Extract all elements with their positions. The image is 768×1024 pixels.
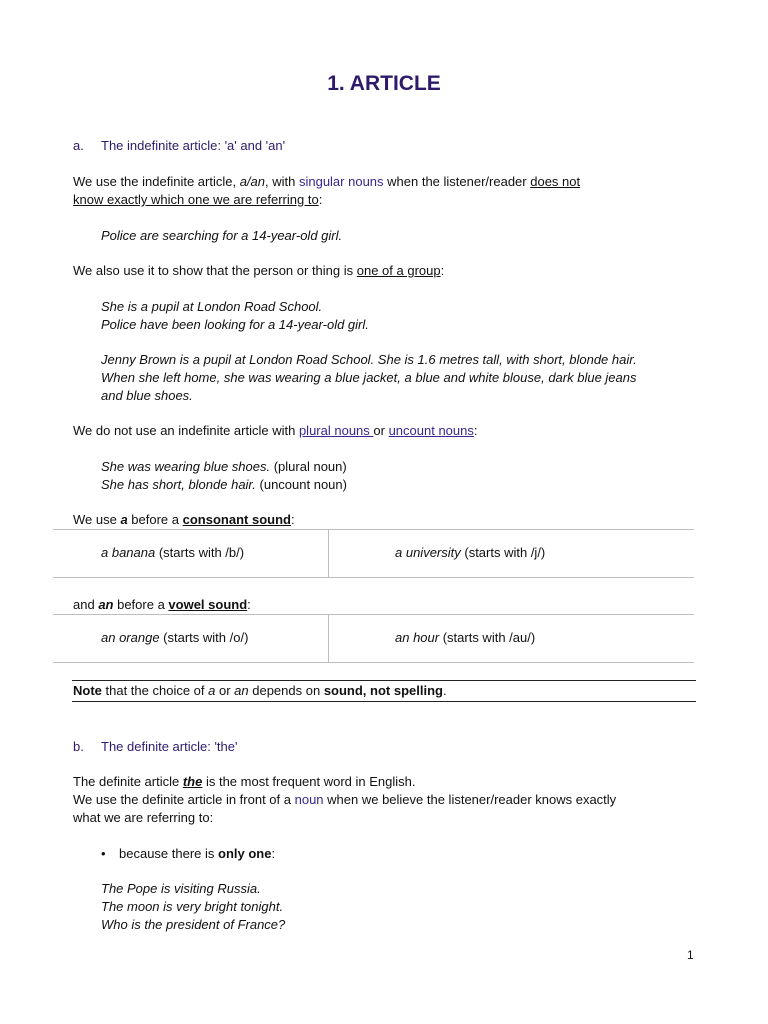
note-a: a (208, 683, 216, 698)
uncount-nouns-link[interactable]: uncount nouns (388, 423, 474, 438)
consonant-sentence (73, 511, 295, 529)
plural-sentence (73, 422, 478, 440)
definite-line-1 (73, 773, 416, 791)
note-box (73, 682, 447, 700)
cell-example: a university (395, 545, 461, 560)
example-sentence: The Pope is visiting Russia. (101, 881, 261, 896)
table-rule (53, 577, 694, 578)
intro-text: when the listener/reader (383, 174, 531, 189)
example-sentence: She is a pupil at London Road School. (101, 299, 323, 314)
vowel-text: and (73, 597, 99, 612)
intro-text: : (318, 192, 323, 207)
page-number: 1 (687, 948, 694, 962)
table-cell (101, 544, 244, 562)
table-divider (328, 529, 329, 577)
table-rule (53, 662, 694, 663)
cell-note: (starts with /o/) (159, 630, 249, 645)
vowel-text: before a (113, 597, 169, 612)
example-paragraph-line: and blue shoes. (101, 388, 193, 403)
intro-line-2 (73, 191, 322, 209)
section-a-title: The indefinite article: 'a' and 'an' (101, 138, 286, 153)
example-sentence: The moon is very bright tonight. (101, 899, 284, 914)
table-rule (53, 529, 694, 530)
example-sentence: Police are searching for a 14-year-old girl. (101, 228, 343, 243)
note-text: that the choice of (101, 683, 209, 698)
note-emphasis: sound, not spelling (323, 683, 443, 698)
consonant-sound-term: consonant sound (182, 512, 291, 527)
uncount-example-note: (uncount noun) (255, 477, 347, 492)
example-paragraph-line: When she left home, she was wearing a blue jacket, a blue and white blouse, dark blue jeans (101, 370, 637, 385)
intro-underlined: does not (530, 174, 581, 189)
section-a-label: a. (73, 138, 84, 153)
definite-text: We use the definite article in front of a (73, 792, 295, 807)
definite-text: when we believe the listener/reader knows exactly (323, 792, 617, 807)
note-text: depends on (248, 683, 324, 698)
section-b-label: b. (73, 739, 84, 754)
note-label: Note (73, 683, 102, 698)
definite-text: is the most frequent word in English. (202, 774, 416, 789)
plural-example-note: (plural noun) (270, 459, 347, 474)
section-b-heading (73, 738, 237, 756)
definite-line-3: what we are referring to: (73, 810, 214, 825)
note-rule-top (72, 680, 696, 681)
section-b-title: The definite article: 'the' (101, 739, 238, 754)
consonant-text: : (290, 512, 295, 527)
plural-text: : (473, 423, 478, 438)
plural-nouns-link[interactable]: plural nouns (298, 423, 374, 438)
note-rule-bottom (72, 701, 696, 702)
bullet-dot-icon: • (101, 846, 106, 861)
note-an: an (234, 683, 249, 698)
cell-note: (starts with /au/) (439, 630, 536, 645)
uncount-example (101, 476, 347, 494)
uncount-example-italic: She has short, blonde hair. (101, 477, 256, 492)
group-text: : (440, 263, 445, 278)
consonant-text: before a (127, 512, 183, 527)
vowel-sentence (73, 596, 251, 614)
table-cell (101, 629, 248, 647)
definite-text: The definite article (73, 774, 183, 789)
table-cell (395, 629, 535, 647)
cell-example: an hour (395, 630, 440, 645)
consonant-a: a (120, 512, 128, 527)
plural-text: or (373, 423, 389, 438)
noun-link[interactable]: noun (294, 792, 324, 807)
group-text: We also use it to show that the person or thing is (73, 263, 357, 278)
bullet-text: because there is (119, 846, 219, 861)
singular-nouns-link[interactable]: singular nouns (298, 174, 384, 189)
cell-example: a banana (101, 545, 156, 560)
cell-note: (starts with /j/) (460, 545, 546, 560)
group-underlined: one of a group (356, 263, 441, 278)
cell-note: (starts with /b/) (155, 545, 245, 560)
plural-text: We do not use an indefinite article with (73, 423, 299, 438)
cell-example: an orange (101, 630, 160, 645)
table-cell (395, 544, 545, 562)
bullet-text: : (271, 846, 276, 861)
example-sentence: Police have been looking for a 14-year-old girl. (101, 317, 369, 332)
plural-example-italic: She was wearing blue shoes. (101, 459, 271, 474)
intro-underlined: know exactly which one we are referring to (73, 192, 319, 207)
table-rule (53, 614, 694, 615)
plural-example (101, 458, 347, 476)
consonant-text: We use (73, 512, 121, 527)
section-a-heading (73, 137, 285, 155)
intro-text: We use the indefinite article, (73, 174, 240, 189)
definite-line-2 (73, 791, 616, 809)
definite-the: the (182, 774, 203, 789)
intro-text: , with (265, 174, 299, 189)
vowel-an: an (98, 597, 114, 612)
vowel-sound-term: vowel sound (168, 597, 248, 612)
bullet-emphasis: only one (218, 846, 272, 861)
intro-line-1 (73, 173, 580, 191)
bullet-item (101, 845, 275, 863)
table-divider (328, 614, 329, 662)
page-title: 1. ARTICLE (327, 72, 441, 95)
note-text: . (442, 683, 447, 698)
example-paragraph-line: Jenny Brown is a pupil at London Road School. She is 1.6 metres tall, with short, blonde hair. (101, 352, 637, 367)
note-text: or (215, 683, 235, 698)
intro-a-an: a/an (239, 174, 265, 189)
vowel-text: : (247, 597, 251, 612)
group-sentence (73, 262, 444, 280)
example-sentence: Who is the president of France? (101, 917, 286, 932)
